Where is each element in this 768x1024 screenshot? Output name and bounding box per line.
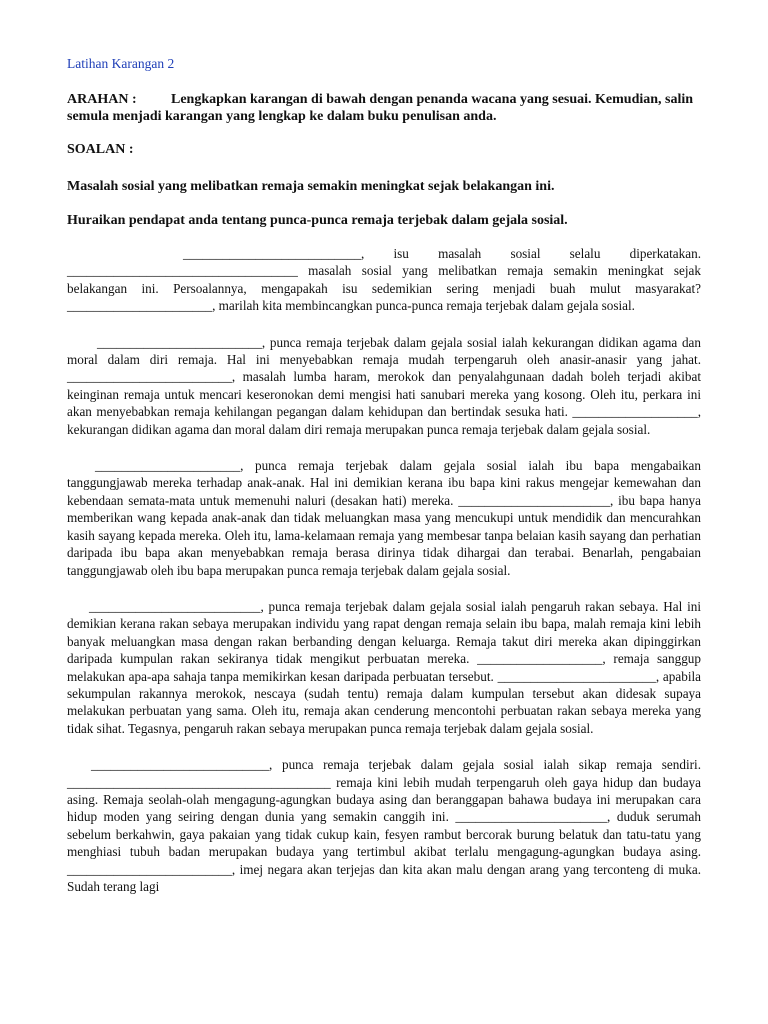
question-statement: Masalah sosial yang melibatkan remaja semakin meningkat sejak belakangan ini. <box>67 179 555 194</box>
instruction <box>67 91 701 125</box>
paragraph-point-2: ______________________, punca remaja terjebak dalam gejala sosial ialah ibu bapa mengabaikan tanggungjawab mereka terhadap anak-anak. Hal ini demikian kerana ibu bapa kini rakus mengejar kemewahan dan kebendaan semata-mata untuk memenuhi naluri (desakan hati) mereka. _______________________, ibu bapa hanya memberikan wang kepada anak-anak dan tidak meluangkan masa yang mencukupi untuk mendidik dan mencurahkan kasih sayang kepada mereka. Oleh itu, lama-kelamaan remaja yang membesar tanpa belaian kasih sayang dan perhatian daripada ibu bapa akan menyebabkan remaja berasa dirinya tidak dihargai dan terabai. Benarlah, pengabaian tanggungjawab oleh ibu bapa merupakan punca remaja terjebak dalam gejala sosial. <box>67 458 701 578</box>
instruction-label: ARAHAN : <box>67 92 137 107</box>
document-title: Latihan Karangan 2 <box>67 56 175 71</box>
paragraph-point-3: __________________________, punca remaja terjebak dalam gejala sosial ialah pengaruh rakan sebaya. Hal ini demikian kerana rakan sebaya merupakan individu yang rapat dengan remaja selain ibu bapa, malah remaja kini lebih banyak meluangkan masa dengan rakan berbanding dengan keluarga. Remaja takut diri mereka akan dipinggirkan daripada kumpulan rakan sekiranya tidak mengikut perbuatan mereka. ___________________, remaja sanggup melakukan apa-apa sahaja tanpa memikirkan kesan daripada perbuatan tersebut. ________________________, apabila sekumpulan rakannya merokok, nescaya (sudah tentu) remaja dalam kumpulan tersebut akan didesak supaya melakukan perbuatan yang sama. Oleh itu, remaja akan cenderung mencontohi perbuatan rakan sebaya mereka yang tidak sihat. Tegasnya, pengaruh rakan sebaya merupakan punca remaja terjebak dalam gejala sosial. <box>67 598 701 736</box>
question-label: SOALAN : <box>67 142 134 157</box>
paragraph-introduction: ___________________________, isu masalah sosial selalu diperkatakan. ___________________________________ masalah sosial yang melibatkan remaja semakin meningkat sejak belakangan ini. Persoalannya, mengapakah isu sedemikian sering menjadi buah mulut masyarakat? ______________________, marilah kita membincangkan punca-punca remaja terjebak dalam gejala sosial. <box>67 246 701 314</box>
question-task: Huraikan pendapat anda tentang punca-punca remaja terjebak dalam gejala sosial. <box>67 213 568 228</box>
paragraph-point-1: _________________________, punca remaja terjebak dalam gejala sosial ialah kekurangan didikan agama dan moral dalam diri remaja. Hal ini menyebabkan remaja mudah terpengaruh oleh anasir-anasir yang jahat. _________________________, masalah lumba haram, merokok dan penyalahgunaan dadah boleh terjadi akibat keinginan remaja untuk mencari keseronokan demi mengisi hati sanubari mereka yang kosong. Oleh itu, perkara ini akan menyebabkan remaja kehilangan pegangan dalam kehidupan dan bertindak sesuka hati. ___________________, kekurangan didikan agama dan moral dalam diri remaja merupakan punca remaja terjebak dalam gejala sosial. <box>67 334 701 437</box>
paragraph-point-4: ___________________________, punca remaja terjebak dalam gejala sosial ialah sikap remaja sendiri. ________________________________________ remaja kini lebih mudah terpengaruh oleh gaya hidup dan budaya asing. Remaja seolah-olah mengagung-agungkan budaya asing dan beranggapan bahawa budaya ini merupakan cara hidup moden yang seiring dengan dunia yang semakin canggih ini. _______________________, duduk serumah sebelum berkahwin, gaya pakaian yang tidak cukup kain, fesyen rambut bercorak burung belatuk dan tatu-tatu yang menghiasi tubuh badan merupakan budaya yang tertimbul akibat terlalu mengagung-agungkan budaya asing. _________________________, imej negara akan terjejas dan kita akan malu dengan arang yang terconteng di muka. Sudah terang lagi <box>67 757 701 894</box>
document-page <box>67 56 701 895</box>
instruction-text: Lengkapkan karangan di bawah dengan penanda wacana yang sesuai. Kemudian, salin semula menjadi karangan yang lengkap ke dalam buku penulisan anda. <box>67 92 694 124</box>
